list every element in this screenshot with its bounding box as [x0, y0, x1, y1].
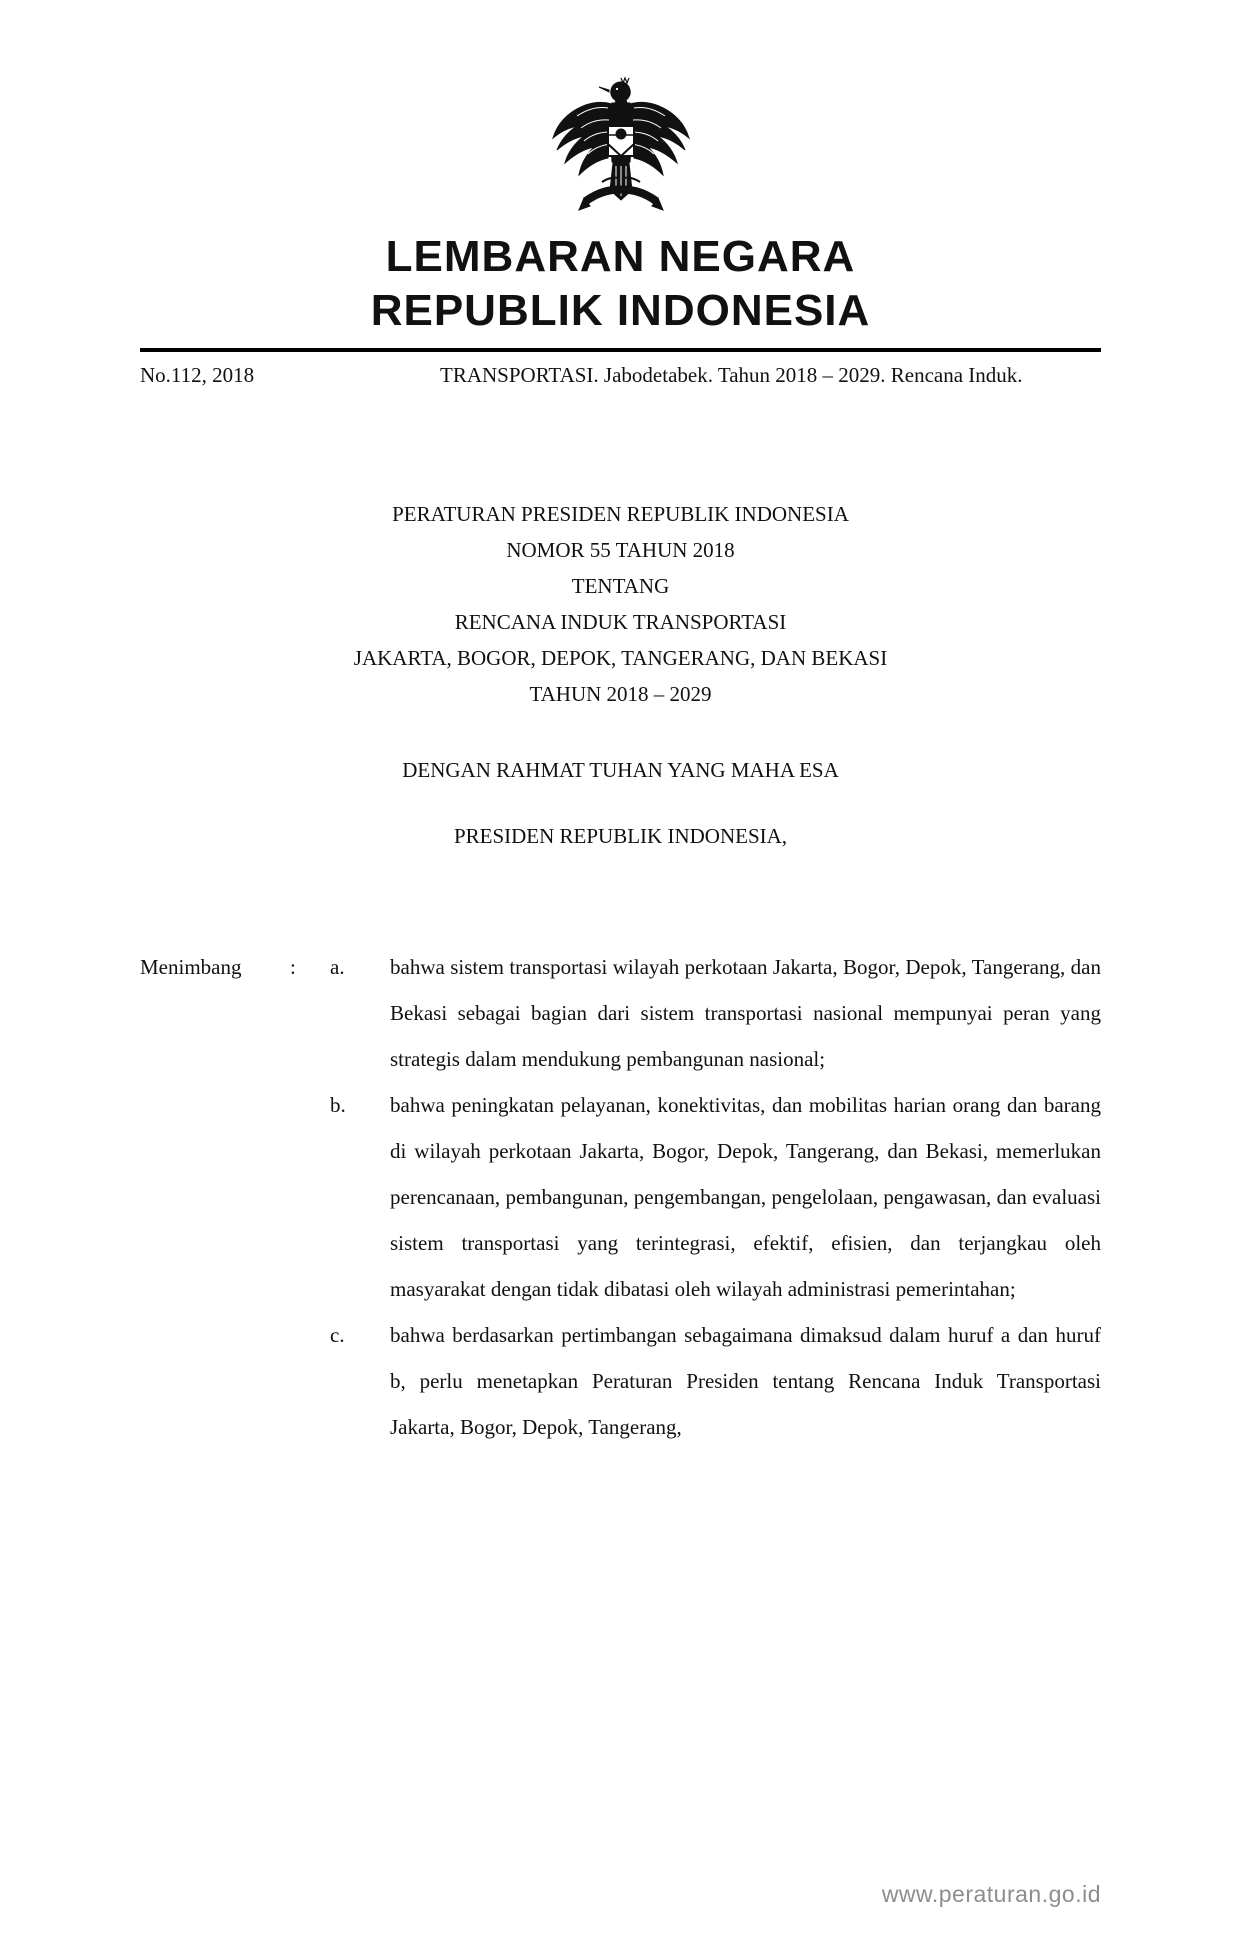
masthead [140, 230, 1101, 338]
considering-letter-c: c. [330, 1323, 345, 1347]
garuda-pancasila-icon [546, 70, 696, 220]
issue-subject: TRANSPORTASI. Jabodetabek. Tahun 2018 – 2029. Rencana Induk. [440, 363, 1023, 387]
considering-text-c: bahwa berdasarkan pertimbangan sebagaimana dimaksud dalam huruf a dan huruf b, perlu menetapkan Peraturan Presiden tentang Rencana Induk Transportasi Jakarta, Bogor, Depok, Tangerang, [390, 1323, 1101, 1439]
considering-item-c [140, 1312, 1101, 1450]
considering-text-b: bahwa peningkatan pelayanan, konektivitas, dan mobilitas harian orang dan barang di wilayah perkotaan Jakarta, Bogor, Depok, Tangerang, dan Bekasi, memerlukan perencanaan, pembangunan, pengembangan, pengelolaan, pengawasan, dan evaluasi sistem transportasi yang terintegrasi, efektif, efisien, dan terjangkau oleh masyarakat dengan tidak dibatasi oleh wilayah administrasi pemerintahan; [390, 1093, 1101, 1301]
considering-letter-b: b. [330, 1093, 346, 1117]
masthead-divider [140, 348, 1101, 352]
emblem-container [140, 70, 1101, 220]
issue-line [140, 360, 1101, 391]
masthead-line-2: REPUBLIK INDONESIA [370, 286, 871, 335]
title-line-3: TENTANG [571, 574, 670, 598]
blessing-line: DENGAN RAHMAT TUHAN YANG MAHA ESA [402, 758, 839, 782]
title-line-2: NOMOR 55 TAHUN 2018 [506, 538, 735, 562]
considering-text-a: bahwa sistem transportasi wilayah perkotaan Jakarta, Bogor, Depok, Tangerang, dan Bekasi sebagai bagian dari sistem transportasi nasional mempunyai peran yang strategis dalam mendukung pembangunan nasional; [390, 955, 1101, 1071]
regulation-title-block [140, 496, 1101, 712]
title-line-4: RENCANA INDUK TRANSPORTASI [454, 610, 787, 634]
considering-label: Menimbang [140, 955, 242, 979]
title-line-5: JAKARTA, BOGOR, DEPOK, TANGERANG, DAN BEKASI [353, 646, 888, 670]
masthead-line-1: LEMBARAN NEGARA [385, 232, 856, 281]
considering-item-b [140, 1082, 1101, 1312]
footer-watermark: www.peraturan.go.id [881, 1881, 1101, 1907]
considering-colon: : [290, 955, 296, 979]
considering-section [140, 944, 1101, 1450]
considering-item-a [140, 944, 1101, 1082]
title-line-1: PERATURAN PRESIDEN REPUBLIK INDONESIA [392, 502, 849, 526]
title-line-6: TAHUN 2018 – 2029 [529, 682, 712, 706]
considering-letter-a: a. [330, 955, 345, 979]
issue-number: No.112, 2018 [140, 363, 255, 387]
authority-line: PRESIDEN REPUBLIK INDONESIA, [453, 824, 788, 848]
